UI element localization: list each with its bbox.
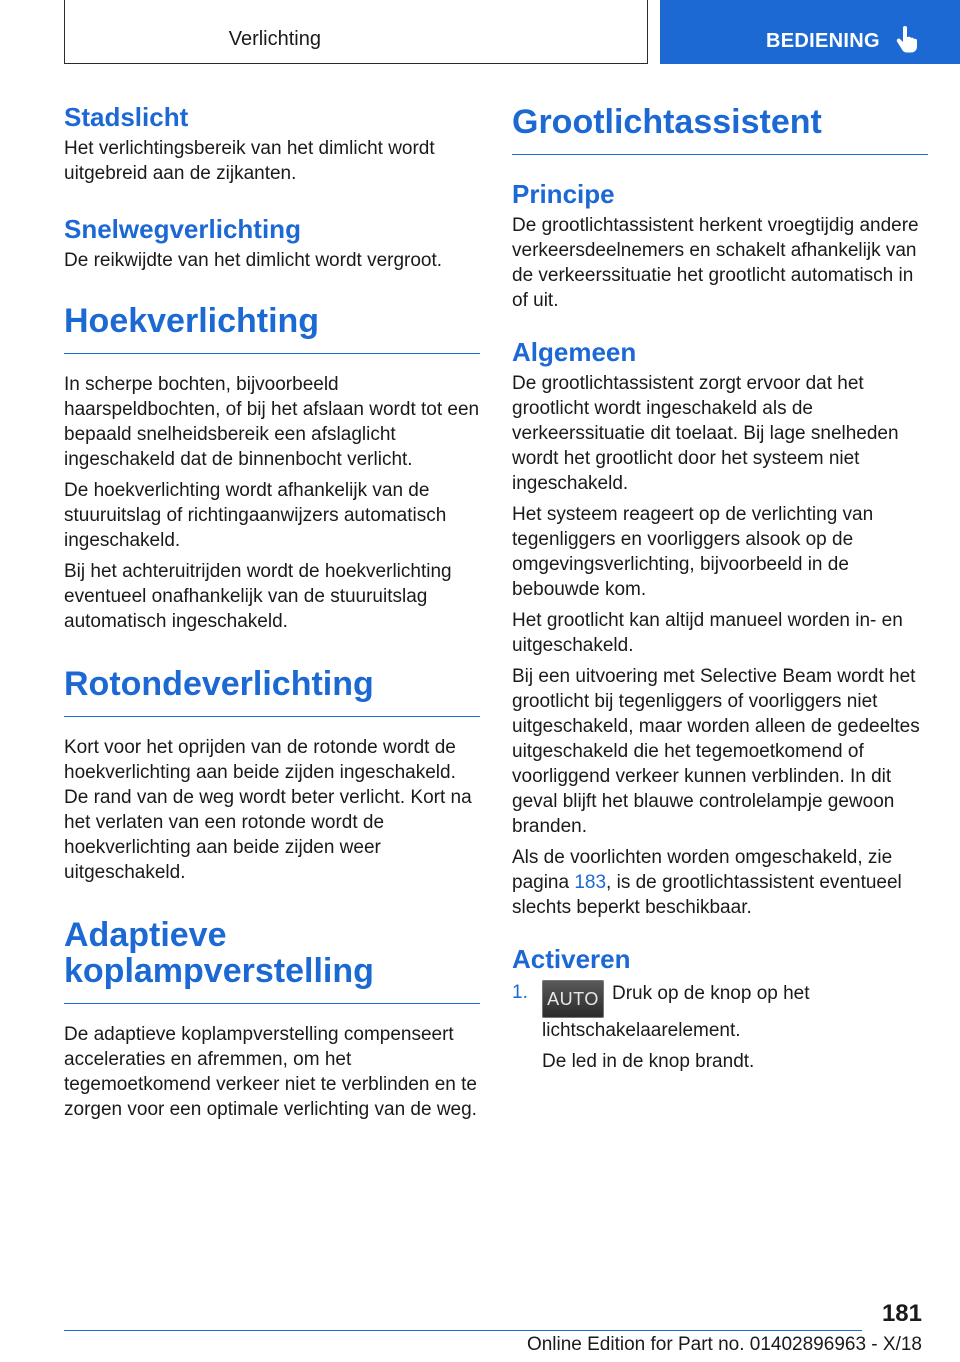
left-column <box>64 100 480 1122</box>
step-number: 1. <box>512 982 528 1003</box>
text-hoekverlichting-1: In scherpe bochten, bijvoorbeeld haarspeldbochten, of bij het afslaan wordt tot een bepaald snelheidsbereik een afslaglicht ingeschakeld dat de binnenbocht verlicht. <box>64 374 480 470</box>
text-algemeen-5-start: Als de voorlichten worden omgeschakeld, zie pagina <box>512 847 893 893</box>
heading-rotondeverlichting: Rotondeverlichting <box>64 666 480 717</box>
heading-activeren: Activeren <box>512 944 631 974</box>
footer-divider <box>64 1330 862 1331</box>
heading-algemeen: Algemeen <box>512 337 637 367</box>
step-note: De led in de knop brandt. <box>542 1051 755 1072</box>
text-rotondeverlichting: Kort voor het oprijden van de rotonde wordt de hoekverlichting aan beide zijden ingeschakeld. De rand van de weg wordt beter verlicht. Kort na het verlaten van een rotonde wordt de hoekverlichting aan beide zijden weer uitgeschakeld. <box>64 737 472 883</box>
text-algemeen-5-end: , is de grootlichtassistent eventueel slechts beperkt beschikbaar. <box>512 872 902 918</box>
heading-grootlichtassistent: Grootlichtassistent <box>512 104 928 155</box>
text-algemeen-1: De grootlichtassistent zorgt ervoor dat het grootlicht wordt ingeschakeld als de verkeerssituatie dit toelaat. Bij lage snelheden wordt het grootlicht door het systeem niet ingeschakeld. <box>512 373 899 494</box>
chapter-tab-label: BEDIENING <box>766 30 880 52</box>
step-text <box>542 980 928 1043</box>
heading-stadslicht: Stadslicht <box>64 102 189 132</box>
text-algemeen-2: Het systeem reageert op de verlichting van tegenliggers en voorliggers alsook op de omgevingsverlichting, bijvoorbeeld in de bebouwde kom. <box>512 504 874 600</box>
text-algemeen-5 <box>512 845 928 920</box>
text-snelwegverlichting: De reikwijdte van het dimlicht wordt vergroot. <box>64 250 443 271</box>
right-column <box>512 100 928 1074</box>
list-item <box>512 980 928 1074</box>
text-principe: De grootlichtassistent herkent vroegtijdig andere verkeersdeelnemers en schakelt afhankelijk van de verkeerssituatie het grootlicht automatisch in of uit. <box>512 215 919 311</box>
heading-hoekverlichting: Hoekverlichting <box>64 303 480 354</box>
text-hoekverlichting-3: Bij het achteruitrijden wordt de hoekverlichting eventueel onafhankelijk van de stuuruitslag automatisch ingeschakeld. <box>64 561 452 632</box>
auto-button-icon: AUTO <box>542 980 604 1018</box>
text-hoekverlichting-2: De hoekverlichting wordt afhankelijk van de stuuruitslag of richtingaanwijzers automatisch ingeschakeld. <box>64 480 447 551</box>
chapter-tab[interactable] <box>660 0 960 64</box>
heading-principe: Principe <box>512 179 615 209</box>
text-stadslicht: Het verlichtingsbereik van het dimlicht wordt uitgebreid aan de zijkanten. <box>64 138 435 184</box>
step-instruction: Druk op de knop op het lichtschakelaarelement. <box>542 983 810 1041</box>
heading-adaptieve-koplampverstelling: Adaptieve koplampverstelling <box>64 917 480 1004</box>
text-algemeen-4: Bij een uitvoering met Selective Beam wordt het grootlicht bij tegenliggers of voorliggers niet uitgeschakeld, maar worden alleen de gedeeltes uitgeschakeld die het tegemoetkomend of voorliggend verkeer kunnen verblinden. In dit geval blijft het blauwe controlelampje gewoon branden. <box>512 666 920 837</box>
text-algemeen-3: Het grootlicht kan altijd manueel worden in- en uitgeschakeld. <box>512 610 903 656</box>
page-number: 181 <box>881 1300 922 1327</box>
step-body <box>542 980 928 1074</box>
text-adaptieve-koplampverstelling: De adaptieve koplampverstelling compenseert acceleraties en afremmen, om het tegemoetkomend verkeer niet te verblinden en te zorgen voor een optimale verlichting van de weg. <box>64 1024 477 1120</box>
footer-edition: Online Edition for Part no. 01402896963 - X/18 <box>526 1334 922 1355</box>
hand-pointer-icon <box>896 26 918 54</box>
heading-snelwegverlichting: Snelwegverlichting <box>64 214 301 244</box>
page-link-183[interactable]: 183 <box>574 872 607 893</box>
header-frame <box>64 0 648 64</box>
section-title: Verlichting <box>228 28 321 50</box>
